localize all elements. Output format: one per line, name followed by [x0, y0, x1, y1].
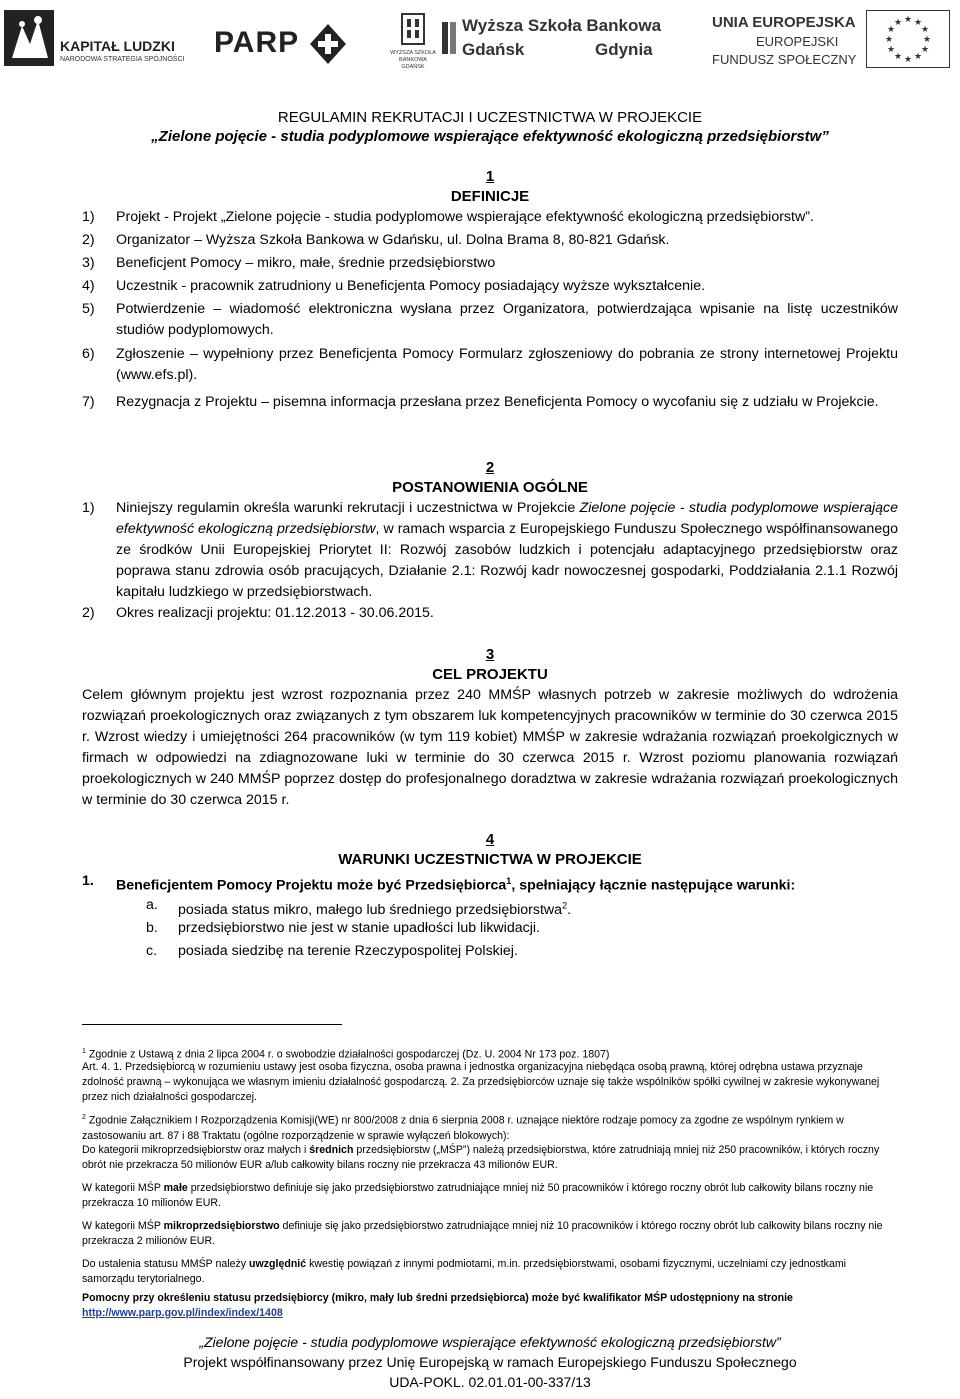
text-run: , spełniający łącznie następujące warunki:	[511, 877, 796, 894]
parp-wordmark: PARP	[214, 26, 300, 59]
item-text: Zgłoszenie – wypełniony przez Beneficjenta Pomocy Formularz zgłoszeniowy do pobrania ze strony internetowej Projektu (www.efs.pl).	[116, 346, 898, 383]
footnote-ref: 2	[562, 900, 568, 910]
parp-qualifier-link[interactable]: http://www.parp.gov.pl/index/index/1408	[82, 1307, 283, 1319]
item-number: 1)	[82, 500, 95, 516]
wsb-crest-logo	[388, 10, 438, 72]
svg-text:★: ★	[887, 45, 896, 55]
definition-item	[82, 344, 898, 386]
logo-bar	[0, 0, 960, 80]
footer-project-name: „Zielone pojęcie - studia podyplomowe wspierające efektywność ekologiczną przedsiębiorstw”	[199, 1334, 781, 1350]
parp-emblem-icon	[310, 24, 346, 64]
svg-text:★: ★	[921, 45, 930, 55]
item-text: przedsiębiorstwo nie jest w stanie upadłości lub likwidacji.	[178, 920, 540, 936]
svg-text:★: ★	[894, 52, 903, 62]
general-provision-item	[82, 498, 898, 603]
item-text: Potwierdzenie – wiadomość elektroniczna wysłana przez Organizatora, potwierdzająca wpisanie na listę uczestników studiów podyplomowych.	[116, 301, 898, 338]
item-text: Organizator – Wyższa Szkoła Bankowa w Gdańsku, ul. Dolna Brama 8, 80-821 Gdańsk.	[116, 232, 670, 248]
definition-item	[82, 392, 898, 413]
document-title: REGULAMIN REKRUTACJI I UCZESTNICTWA W PROJEKCIE	[277, 109, 703, 126]
svg-text:★: ★	[894, 18, 903, 28]
parp-link-row	[82, 1306, 898, 1321]
section-title: WARUNKI UCZESTNICTWA W PROJEKCIE	[338, 851, 642, 868]
kapital-ludzki-subtitle: NARODOWA STRATEGIA SPÓJNOŚCI	[60, 56, 185, 63]
text-run: .	[567, 901, 572, 918]
text-run-bold: małe	[163, 1182, 188, 1194]
section-number: 2	[485, 459, 495, 476]
wsb-crest-icon	[388, 10, 438, 50]
item-number: 7)	[82, 394, 95, 410]
footnote-2-msp	[82, 1143, 898, 1173]
kapital-ludzki-title: KAPITAŁ LUDZKI	[60, 38, 175, 54]
footer-cofinancing: Projekt współfinansowany przez Unię Europejską w ramach Europejskiego Funduszu Społecznego	[183, 1354, 797, 1370]
text-run: kwestię powiązań z innymi podmiotami, m.in. przedsiębiorstwami, osobami fizycznymi, uczelniami czy jednostkami samorządu terytorialnego.	[82, 1258, 847, 1285]
item-number: 1)	[82, 209, 95, 225]
eligibility-lead	[82, 871, 898, 897]
section-title: CEL PROJEKTU	[432, 666, 548, 683]
text-run: definiuje się jako przedsiębiorstwo zatrudniające mniej niż 10 pracowników i którego roczny obrót lub całkowity bilans roczny nie przekracza 2 milionów EUR.	[82, 1220, 883, 1247]
section-number: 1	[485, 168, 495, 185]
definition-item	[82, 230, 898, 251]
item-text: Projekt - Projekt „Zielone pojęcie - studia podyplomowe wspierające efektywność ekologiczną przedsiębiorstw”.	[116, 209, 814, 225]
footnote-separator	[82, 1024, 342, 1025]
item-letter: b.	[146, 920, 158, 936]
svg-text:★: ★	[887, 25, 896, 35]
item-text	[116, 498, 898, 603]
svg-text:★: ★	[914, 18, 923, 28]
eu-logo	[712, 10, 952, 72]
definition-item	[82, 207, 898, 228]
wsb-crest-text: WYŻSZA SZKOŁA BANKOWA GDAŃSK	[390, 50, 436, 70]
item-text: Uczestnik - pracownik zatrudniony u Beneficjenta Pomocy posiadający wyższe wykształcenie.	[116, 278, 706, 294]
footnote-text: Zgodnie z Ustawą z dnia 2 lipca 2004 r. o swobodzie działalności gospodarczej (Dz. U. 2004 Nr 173 poz. 1807)	[88, 1048, 610, 1061]
project-name-italic: Zielone pojęcie - studia podyplomowe wspierające efektywność ekologiczną przedsiębiorstw	[116, 500, 898, 537]
definition-item	[82, 276, 898, 297]
footnote-text: Zgodnie Załącznikiem I Rozporządzenia Komisji(WE) nr 800/2008 z dnia 6 sierpnia 2008 r. uznające niektóre rodzaje pomocy za zgodne ze wspólnym rynkiem w zastosowaniu art. 87 i 88 Traktatu (ogólne rozporządzenie w sprawie wyłączeń blokowych):	[82, 1114, 844, 1142]
item-text	[178, 902, 571, 918]
footer-project-number: UDA-POKL. 02.01.01-00-337/13	[389, 1374, 591, 1390]
item-text: posiada siedzibę na terenie Rzeczypospolitej Polskiej.	[178, 943, 518, 959]
wsb-city-gdansk: Gdańsk	[462, 40, 525, 59]
svg-text:★: ★	[904, 55, 913, 65]
svg-text:★: ★	[904, 15, 913, 25]
text-run: Niniejszy regulamin określa warunki rekrutacji i uczestnictwa w Projekcie	[116, 500, 580, 516]
condition-item	[146, 941, 846, 962]
section-1-heading	[82, 167, 898, 207]
svg-text:★: ★	[914, 52, 923, 62]
text-run-bold: średnich	[309, 1144, 354, 1156]
footnote-1-article: Art. 4. 1. Przedsiębiorcą w rozumieniu ustawy jest osoba fizyczna, osoba prawna i jednostka organizacyjna niebędąca osobą prawną, której odrębna ustawa przyznaje zdolność prawną – wykonująca we własnym imieniu działalność gospodarczą. 2. Za przedsiębiorców uznaje się także wspólników spółki cywilnej w zakresie wykonywanej przez nich działalności gospodarczej.	[82, 1061, 880, 1103]
eu-line3: FUNDUSZ SPOŁECZNY	[712, 52, 857, 67]
item-text: Rezygnacja z Projektu – pisemna informacja przesłana przez Beneficjenta Pomocy o wycofaniu się z udziału w Projekcie.	[116, 394, 879, 410]
general-provision-item	[82, 603, 898, 624]
section-number: 4	[485, 831, 495, 848]
project-goal-paragraph: Celem głównym projektu jest wzrost rozpoznania przez 240 MMŚP własnych potrzeb w zakresie możliwych do wdrożenia rozwiązań proekologicznych oraz związanych z tym obszarem luk kompetencyjnych pracowników w terminie do 30 czerwca 2015 r. Wzrost wiedzy i umiejętności 264 pracowników (w tym 119 kobiet) MMŚP w zakresie wdrażania rozwiązań proekolgicznych w firmach w odpowiedzi na zdiagnozowane luki w terminie do 30 czerwca 2015 r. Wzrost poziomu planowania rozwiązań proekologicznych w 240 MMŚP poprzez dostęp do profesjonalnego doradztwa w zakresie wdrażania rozwiązań proekologicznych w terminie do 30 czerwca 2015 r.	[82, 687, 898, 808]
wsb-city-gdynia: Gdynia	[595, 40, 653, 59]
eu-flag-icon	[866, 10, 950, 68]
eu-line2: EUROPEJSKI	[756, 34, 839, 49]
kapital-ludzki-logo	[4, 10, 194, 70]
section-3-heading	[82, 645, 898, 685]
item-text	[116, 871, 898, 897]
item-letter: c.	[146, 943, 158, 959]
footnote-marker: 1	[82, 1048, 86, 1055]
footnote-2-status	[82, 1257, 898, 1287]
footnote-2-micro	[82, 1219, 898, 1249]
item-number: 6)	[82, 346, 95, 362]
condition-item	[146, 918, 846, 939]
section-title: DEFINICJE	[450, 188, 530, 205]
item-number: 1.	[82, 873, 94, 889]
footnote-2-qualifier: Pomocny przy określeniu statusu przedsiębiorcy (mikro, mały lub średni przedsiębiorca) może być kwalifikator MŚP udostępniony na stronie	[82, 1292, 793, 1304]
item-number: 3)	[82, 255, 95, 271]
parp-logo	[214, 26, 354, 70]
eu-title: UNIA EUROPEJSKA	[712, 14, 856, 31]
svg-text:★: ★	[885, 35, 894, 45]
footnote-ref: 1	[506, 876, 512, 886]
text-run-bold: mikroprzedsiębiorstwo	[163, 1220, 280, 1232]
wsb-emblem-icon	[440, 18, 458, 58]
text-run: W kategorii MŚP	[82, 1182, 164, 1194]
item-number: 2)	[82, 232, 95, 248]
item-letter: a.	[146, 897, 158, 913]
footnote-2	[82, 1110, 898, 1144]
project-title: „Zielone pojęcie - studia podyplomowe wspierające efektywność ekologiczną przedsiębiorstw”	[151, 128, 829, 145]
item-number: 5)	[82, 301, 95, 317]
text-run: przedsiębiorstw („MŚP”) należą przedsiębiorstwa, które zatrudniają mniej niż 250 pracowników, i których roczny obrót nie przekracza 50 milionów EUR a/lub całkowity bilans roczny nie przekracza 43 milionów EUR.	[82, 1144, 880, 1171]
text-run: Beneficjentem Pomocy Projektu może być Przedsiębiorca	[116, 877, 507, 894]
item-text: Beneficjent Pomocy – mikro, małe, średnie przedsiębiorstwo	[116, 255, 496, 271]
footnote-2-small	[82, 1181, 898, 1211]
text-run-bold: uwzględnić	[249, 1258, 307, 1270]
text-run: Do kategorii mikroprzedsiębiorstw oraz małych i	[82, 1144, 310, 1156]
wsb-name: Wyższa Szkoła Bankowa	[462, 16, 662, 35]
kapital-ludzki-emblem-icon	[4, 10, 54, 66]
section-title: POSTANOWIENIA OGÓLNE	[392, 479, 588, 496]
definition-item	[82, 253, 898, 274]
item-text: Okres realizacji projektu: 01.12.2013 - 30.06.2015.	[116, 605, 434, 621]
text-run: posiada status mikro, małego lub średniego przedsiębiorstwa	[178, 901, 563, 918]
text-run: Do ustalenia statusu MMŚP należy	[82, 1258, 250, 1270]
text-run: , w ramach wsparcia z Europejskiego Funduszu Społecznego współfinansowanego ze środków Unii Europejskiej Priorytet II: Rozwój zasobów ludzkich i potencjału adaptacyjnego przedsiębiorstw oraz poprawa stanu zdrowia osób pracujących, Działanie 2.1: Rozwój kadr nowoczesnej gospodarki, Poddziałania 2.1.1 Rozwój kapitału ludzkiego w przedsiębiorstwach.	[116, 521, 898, 600]
section-4-heading	[82, 830, 898, 870]
definition-item	[82, 299, 898, 341]
section-2-heading	[82, 458, 898, 498]
item-number: 2)	[82, 605, 95, 621]
svg-text:★: ★	[923, 35, 932, 45]
condition-item	[146, 895, 846, 921]
section-number: 3	[485, 646, 495, 663]
wsb-logo	[440, 14, 680, 70]
text-run: W kategorii MŚP	[82, 1220, 164, 1232]
svg-text:★: ★	[921, 25, 930, 35]
footnote-marker: 2	[82, 1114, 86, 1121]
text-run: przedsiębiorstwo definiuje się jako przedsiębiorstwo zatrudniające mniej niż 50 pracowników i którego roczny obrót lub całkowity bilans roczny nie przekracza 10 milionów EUR.	[82, 1182, 874, 1209]
item-number: 4)	[82, 278, 95, 294]
